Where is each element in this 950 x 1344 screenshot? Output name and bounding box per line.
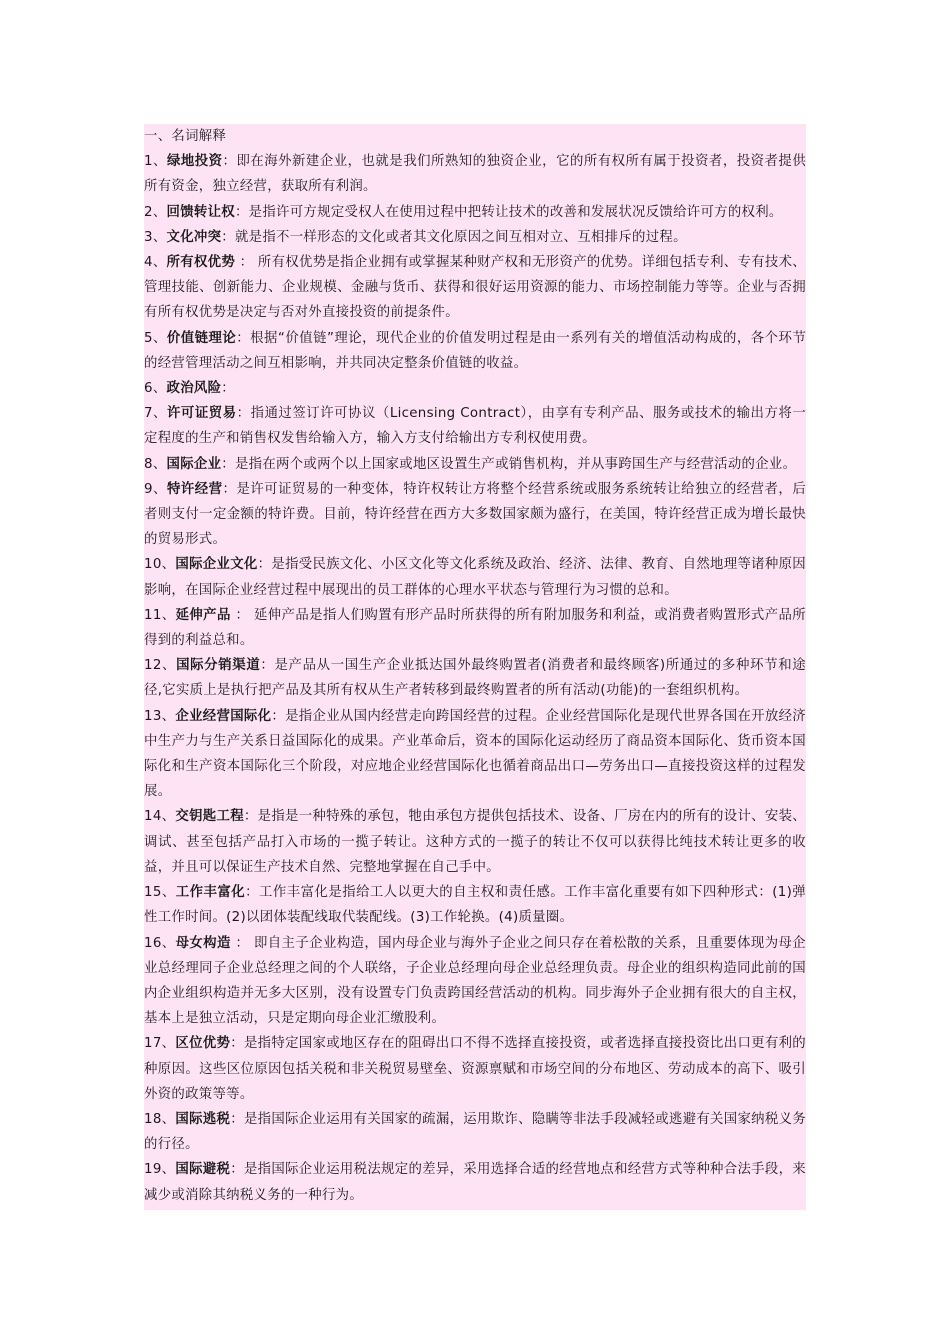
definition-text: 是指是一种特殊的承包，牠由承包方提供包括技术、设备、厂房在内的所有的设计、安装、调试、甚至包括产品打入市场的一揽子转让。这种方式的一揽子的转让不仅可以获得比纯技术转让更多的收益，并且可以保证生产技术自然、完整地掌握在自己手中。 [144, 809, 806, 875]
definition-text: 是许可证贸易的一种变体，特许权转让方将整个经营系统或服务系统转让给独立的经营者，后者则支付一定金额的特许费。目前，特许经营在西方大多数国家颇为盛行，在美国，特许经营正成为增长最快的贸易形式。 [144, 481, 807, 548]
definition-number: 1、 [144, 154, 167, 170]
definition-text: 就是指不一样形态的文化或者其文化原因之间互相对立、互相排斥的过程。 [234, 229, 687, 245]
definition-list [144, 149, 806, 1208]
definition-separator: ： [230, 1162, 244, 1178]
definition-separator: ： [260, 658, 275, 674]
definition-item [144, 149, 806, 199]
definition-item [144, 452, 806, 477]
definition-item [144, 376, 806, 401]
section-title: 一、名词解释 [144, 129, 227, 144]
definition-term: 交钥匙工程 [175, 809, 244, 825]
definition-number: 4、 [144, 255, 167, 271]
definition-separator: ： [245, 885, 259, 901]
definition-number: 9、 [144, 481, 167, 497]
definition-item [144, 931, 806, 1032]
definition-separator: ： [230, 935, 254, 951]
definition-text: 工作丰富化是指给工人以更大的自主权和责任感。工作丰富化重要有如下四种形式：(1)弹性工作时间。(2)以团体装配线取代装配线。(3)工作轮换。(4)质量圈。 [144, 885, 806, 926]
definition-term: 特许经营 [166, 481, 223, 497]
definition-text: 是指在两个或两个以上国家或地区设置生产或销售机构，并从事跨国生产与经营活动的企业。 [234, 456, 797, 472]
definition-term: 国际企业 [166, 456, 222, 472]
definition-separator: ： [271, 708, 286, 724]
definition-text: 是指企业从国内经营走向跨国经营的过程。企业经营国际化是现代世界各国在开放经济中生产力与生产关系日益国际化的成果。产业革命后，资本的国际化运动经历了商品资本国际化、货币资本国际化和生产资本国际化三个阶段，对应地企业经营国际化也循着商品出口—劳务出口—直接投资这样的过程发展。 [144, 708, 806, 800]
definition-number: 18、 [144, 1111, 176, 1127]
definition-text: 即在海外新建企业，也就是我们所熟知的独资企业，它的所有权所有属于投资者，投资者提供所有资金，独立经营，获取所有利润。 [144, 154, 807, 195]
definition-text: 指通过签订许可协议（Licensing Contract），由享有专利产品、服务或技术的输出方将一定程度的生产和销售权发售给输入方，输入方支付给输出方专利权使用费。 [144, 406, 807, 447]
definition-text: 是产品从一国生产企业抵达国外最终购置者(消费者和最终顾客)所通过的多种环节和途径,它实质上是执行把产品及其所有权从生产者转移到最终购置者的所有活动(功能)的一套组织机构。 [144, 658, 806, 699]
definition-item [144, 552, 806, 602]
definition-separator: ： [222, 154, 237, 170]
definition-number: 14、 [144, 809, 176, 825]
definition-term: 国际企业文化 [175, 557, 258, 573]
definition-text: 所有权优势是指企业拥有或掌握某种财产权和无形资产的优势。详细包括专利、专有技术、管理技能、创新能力、企业规模、金融与货币、获得和很好运用资源的能力、市场控制能力等等。企业与否拥有所有权优势是决定与否对外直接投资的前提条件。 [144, 255, 807, 321]
definition-item [144, 1031, 806, 1107]
definition-term: 回馈转让权 [166, 204, 235, 220]
definition-text: 延伸产品是指人们购置有形产品时所获得的所有附加服务和利益，或消费者购置形式产品所得到的利益总和。 [144, 607, 806, 649]
definition-term: 绿地投资 [166, 154, 223, 170]
definition-separator: ： [243, 809, 258, 825]
definition-number: 10、 [144, 557, 176, 573]
definition-item [144, 880, 806, 930]
definition-term: 母女构造 [175, 935, 231, 951]
definition-number: 13、 [144, 708, 176, 724]
definition-separator: ： [235, 255, 258, 271]
definition-item [144, 603, 806, 653]
definition-separator: ： [230, 1036, 244, 1052]
definition-term: 国际避税 [175, 1162, 231, 1178]
definition-item [144, 225, 806, 250]
definition-item [144, 653, 806, 703]
definition-term: 延伸产品 [175, 607, 231, 623]
definition-text: 是指国际企业运用有关国家的疏漏，运用欺诈、隐瞒等非法手段减轻或逃避有关国家纳税义务的行径。 [144, 1111, 806, 1153]
definition-item [144, 1157, 806, 1207]
definition-number: 11、 [144, 607, 176, 623]
definition-text: 根据“价值链”理论，现代企业的价值发明过程是由一系列有关的增值活动构成的，各个环节的经营管理活动之间互相影响，并共同决定整条价值链的收益。 [144, 330, 807, 371]
definition-text: 是指受民族文化、小区文化等文化系统及政治、经济、法律、教育、自然地理等诸种原因影响，在国际企业经营过程中展现出的员工群体的心理水平状态与管理行为习惯的总和。 [144, 557, 806, 598]
definition-term: 许可证贸易 [166, 406, 237, 422]
definition-term: 政治风险 [166, 381, 222, 397]
definition-separator: ： [236, 330, 251, 346]
definition-number: 3、 [144, 229, 167, 245]
definition-text: 是指特定国家或地区存在的阻碍出口不得不选择直接投资，或者选择直接投资比出口更有利的种原因。这些区位原因包括关税和非关税贸易壁垒、资源禀赋和市场空间的分布地区、劳动成本的高下、吸引外资的政策等等。 [144, 1036, 806, 1102]
definition-separator: ： [236, 406, 251, 422]
definition-item [144, 704, 806, 805]
definition-number: 7、 [144, 406, 167, 422]
definition-term: 价值链理论 [166, 330, 237, 346]
definition-number: 19、 [144, 1162, 176, 1178]
definition-separator: ： [230, 1111, 244, 1127]
definition-separator: ： [234, 204, 249, 220]
definition-number: 8、 [144, 456, 167, 472]
definition-number: 2、 [144, 204, 167, 220]
definition-item [144, 250, 806, 326]
definition-term: 国际逃税 [175, 1111, 231, 1127]
definition-term: 区位优势 [175, 1036, 231, 1052]
definition-term: 企业经营国际化 [175, 708, 272, 724]
definition-term: 所有权优势 [166, 255, 236, 271]
definition-item [144, 477, 806, 553]
definition-number: 15、 [144, 885, 176, 901]
definition-term: 工作丰富化 [175, 885, 246, 901]
definition-term: 国际分销渠道 [176, 658, 261, 674]
definition-number: 16、 [144, 935, 176, 951]
definition-item [144, 200, 806, 225]
definition-item [144, 326, 806, 376]
definition-text: 是指许可方规定受权人在使用过程中把转让技术的改善和发展状况反馈给许可方的权利。 [248, 204, 783, 220]
definition-separator: ： [221, 381, 235, 397]
definition-number: 12、 [144, 658, 177, 674]
definition-number: 17、 [144, 1036, 176, 1052]
definition-separator: ： [222, 481, 237, 497]
definition-text: 是指国际企业运用税法规定的差异，采用选择合适的经营地点和经营方式等种种合法手段，来减少或消除其纳税义务的一种行为。 [144, 1162, 806, 1203]
definition-text: 即自主子企业构造，国内母企业与海外子企业之间只存在着松散的关系，且重要体现为母企业总经理同子企业总经理之间的个人联络，子企业总经理向母企业总经理负责。母企业的组织构造同此前的国内企业组织构造并无多大区别，没有设置专门负责跨国经营活动的机构。同步海外子企业拥有很大的自主权，基本上是独立活动，只是定期向母企业汇缴股利。 [144, 935, 806, 1027]
definition-item [144, 1107, 806, 1157]
definition-item [144, 401, 806, 451]
document-page [144, 124, 806, 1210]
definition-term: 文化冲突 [166, 229, 222, 245]
definition-separator: ： [230, 607, 254, 623]
definition-separator: ： [221, 229, 235, 245]
definition-number: 5、 [144, 330, 167, 346]
definition-item [144, 804, 806, 880]
definition-separator: ： [257, 557, 272, 573]
definition-separator: ： [221, 456, 235, 472]
definition-number: 6、 [144, 381, 167, 397]
